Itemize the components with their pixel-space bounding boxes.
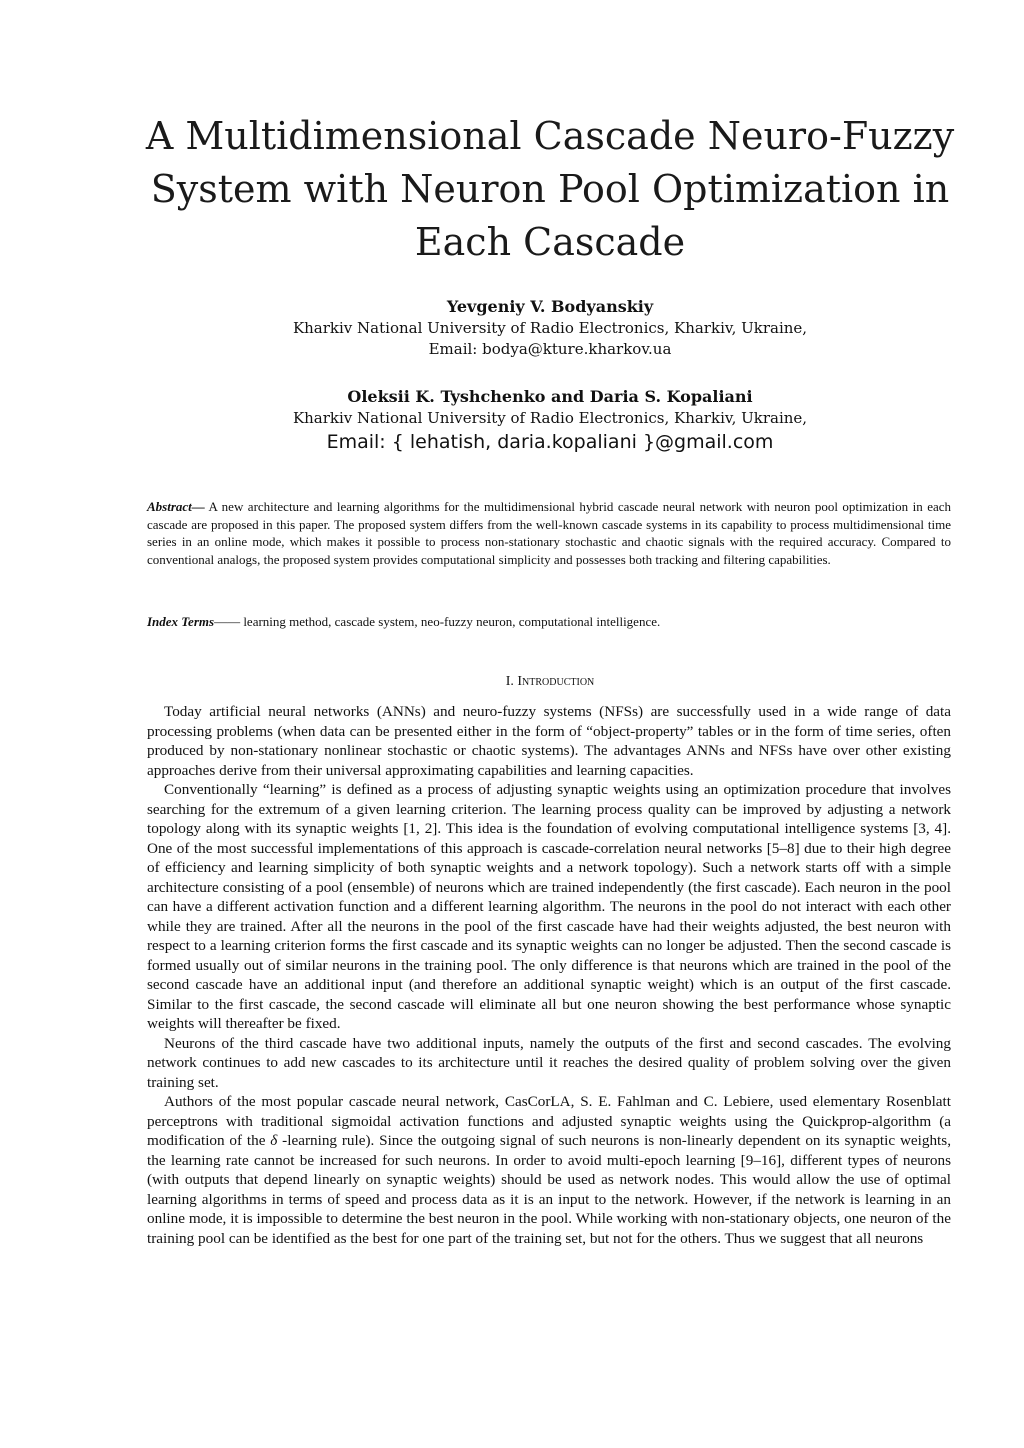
title-line: Each Cascade — [414, 220, 686, 264]
paragraph — [147, 1092, 951, 1248]
paragraph: Today artificial neural networks (ANNs) and neuro-fuzzy systems (NFSs) are successfully used in a wide range of data processing problems (when data can be presented either in the form of “object-property” tables or in the form of time series, often produced by non-stationary nonlinear stochastic or chaotic systems). The advantages ANNs and NFSs have over other existing approaches derive from their universal approximating capabilities and learning capacities. — [147, 703, 951, 779]
index-terms — [147, 613, 951, 631]
paper-title — [110, 110, 990, 269]
author-email: Email: { lehatish, daria.kopaliani }@gmail.com — [326, 431, 774, 453]
author-affiliation: Kharkiv National University of Radio Electronics, Kharkiv, Ukraine, — [292, 409, 808, 427]
index-terms-label: Index Terms — [147, 614, 215, 629]
author-name: Oleksii K. Tyshchenko and Daria S. Kopaliani — [347, 387, 753, 406]
author-name: Yevgeniy V. Bodyanskiy — [446, 297, 654, 316]
delta-symbol: δ — [270, 1132, 278, 1149]
section-number: I. — [505, 674, 518, 689]
paragraph-text: Authors of the most popular cascade neural network, CasCorLA, S. E. Fahlman and C. Lebiere, used elementary Rosenblatt perceptrons with traditional sigmoidal activation functions and adjusted synaptic weights using the Quickprop-algorithm (a modification of the — [147, 1093, 951, 1149]
section-title: Introduction — [517, 674, 595, 689]
paragraph: Neurons of the third cascade have two additional inputs, namely the outputs of the first and second cascades. The evolving network continues to add new cascades to its architecture until it reaches the desired quality of problem solving over the given training set. — [147, 1034, 951, 1091]
title-line: System with Neuron Pool Optimization in — [150, 167, 950, 211]
title-line: A Multidimensional Cascade Neuro-Fuzzy — [145, 114, 955, 158]
body-text — [147, 702, 951, 1248]
author-email: Email: bodya@kture.kharkov.ua — [428, 340, 672, 358]
author-block-1 — [110, 296, 990, 360]
paragraph-text: -learning rule). Since the outgoing signal of such neurons is non-linearly dependent on its synaptic weights, the learning rate cannot be increased for such neurons. In order to avoid multi-epoch learning [9–16], different types of neurons (with outputs that depend linearly on synaptic weights) should be used as network nodes. This would allow the use of optimal learning algorithms in terms of speed and process data as it is an input to the network. However, if the network is learning in an online mode, it is impossible to determine the best neuron in the pool. While working with non-stationary objects, one neuron of the training pool can be identified as the best for one part of the training set, but not for the others. Thus we suggest that all neurons — [147, 1132, 951, 1247]
author-block-2 — [110, 386, 990, 455]
section-heading — [110, 672, 990, 692]
paragraph: Conventionally “learning” is defined as a process of adjusting synaptic weights using an optimization procedure that involves searching for the extremum of a given learning criterion. The learning process quality can be improved by adjusting a network topology along with its synaptic weights [1, 2]. This idea is the foundation of evolving computational intelligence systems [3, 4]. One of the most successful implementations of this approach is cascade-correlation neural networks [5–8] due to their high degree of efficiency and learning simplicity of both synaptic weights and a network topology). Such a network starts off with a simple architecture consisting of a pool (ensemble) of neurons which are trained independently (the first cascade). Each neuron in the pool can have a different activation function and a different learning algorithm. The neurons in the pool do not interact with each other while they are trained. After all the neurons in the pool of the first cascade have had their weights adjusted, the best neuron with respect to a learning criterion forms the first cascade and its synaptic weights can no longer be adjusted. Then the second cascade is formed usually out of similar neurons in the training pool. The only difference is that neurons which are trained in the pool of the second cascade have an additional input (and therefore an additional synaptic weight) which is an output of the first cascade. Similar to the first cascade, the second cascade will eliminate all but one neuron showing the best performance whose synaptic weights will thereafter be fixed. — [147, 781, 951, 1032]
index-terms-text: —— learning method, cascade system, neo-fuzzy neuron, computational intelligence. — [214, 614, 661, 629]
abstract — [147, 498, 951, 568]
author-affiliation: Kharkiv National University of Radio Electronics, Kharkiv, Ukraine, — [292, 319, 808, 337]
abstract-label: Abstract— — [147, 499, 205, 514]
abstract-text: A new architecture and learning algorithms for the multidimensional hybrid cascade neural network with neuron pool optimization in each cascade are proposed in this paper. The proposed system differs from the well-known cascade systems in its capability to process multidimensional time series in an online mode, which makes it possible to process non-stationary stochastic and chaotic signals with the required accuracy. Compared to conventional analogs, the proposed system provides computational simplicity and possesses both tracking and filtering capabilities. — [147, 499, 951, 567]
